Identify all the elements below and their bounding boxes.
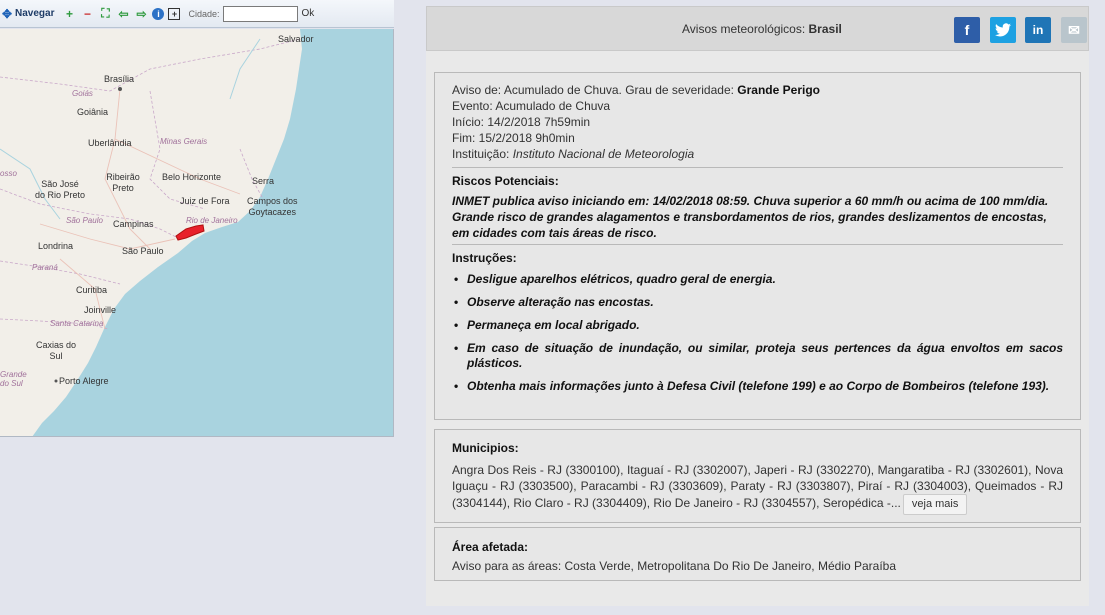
- title-prefix: Avisos meteorológicos:: [682, 22, 806, 36]
- divider: [452, 244, 1063, 245]
- city-porto-alegre: Porto Alegre: [59, 376, 109, 386]
- instituicao-prefix: Instituição:: [452, 147, 510, 161]
- instrucao-item: • Observe alteração nas encostas.: [452, 295, 1063, 310]
- alert-panel: [426, 6, 1089, 606]
- alert-details-box: [434, 72, 1081, 420]
- map-view[interactable]: [0, 29, 394, 437]
- share-linkedin-button[interactable]: [1025, 17, 1051, 43]
- state-rio-grande: Grande do Sul: [0, 370, 27, 388]
- severity-label: Grande Perigo: [737, 83, 820, 97]
- city-belo-horizonte: Belo Horizonte: [162, 172, 222, 182]
- alert-header: [426, 6, 1089, 51]
- state-minas: Minas Gerais: [160, 137, 208, 146]
- city-caxias-do-sul: Caxias do Sul: [36, 340, 77, 361]
- inicio-line: Início: 14/2/2018 7h59min: [452, 115, 591, 129]
- cidade-label: Cidade:: [188, 8, 220, 19]
- area-text: Aviso para as áreas: Costa Verde, Metropolitana Do Rio De Janeiro, Médio Paraíba: [452, 559, 897, 573]
- city-londrina: Londrina: [38, 241, 74, 251]
- share-twitter-button[interactable]: [990, 17, 1016, 43]
- city-sao-paulo: São Paulo: [122, 246, 164, 256]
- map-panel: [0, 0, 410, 615]
- full-extent-icon[interactable]: ⛶: [101, 6, 110, 20]
- share-facebook-button[interactable]: [954, 17, 980, 43]
- city-goiania: Goiânia: [77, 107, 109, 117]
- linkedin-icon: in: [1032, 23, 1044, 37]
- aviso-line: [452, 82, 1063, 98]
- title-country: Brasil: [808, 22, 842, 36]
- info-icon[interactable]: i: [152, 8, 164, 20]
- municipios-title: Municipios:: [452, 441, 519, 455]
- state-rio: Rio de Janeiro: [186, 216, 238, 225]
- alert-header-title: [682, 22, 842, 36]
- instituicao-line: [452, 146, 1063, 162]
- email-icon: ✉: [1068, 21, 1080, 38]
- city-salvador: Salvador: [278, 34, 314, 44]
- instrucoes-title: Instruções:: [452, 251, 517, 265]
- navegar-label[interactable]: Navegar: [15, 8, 55, 19]
- state-sao-paulo: São Paulo: [66, 216, 103, 225]
- city-serra: Serra: [252, 176, 275, 186]
- area-afetada-box: [434, 527, 1081, 581]
- back-icon[interactable]: ⇦: [118, 6, 129, 21]
- forward-icon[interactable]: ⇨: [136, 6, 147, 21]
- twitter-icon: [995, 23, 1011, 37]
- land-shape: [0, 29, 302, 437]
- evento-line: Evento: Acumulado de Chuva: [452, 99, 611, 113]
- fim-line: Fim: 15/2/2018 9h0min: [452, 131, 575, 145]
- instrucoes-list: [452, 272, 1063, 394]
- ok-button[interactable]: Ok: [301, 8, 315, 19]
- instrucao-item: • Obtenha mais informações junto à Defesa Civil (telefone 199) e ao Corpo de Bombeiros (telefone 193).: [452, 379, 1063, 394]
- riscos-title: Riscos Potenciais:: [452, 174, 559, 188]
- city-brasilia: Brasília: [104, 74, 135, 84]
- zoom-out-icon[interactable]: −: [83, 6, 91, 21]
- city-campinas: Campinas: [113, 219, 154, 229]
- riscos-text: INMET publica aviso iniciando em: 14/02/2018 08:59. Chuva superior a 60 mm/h ou acima de 100 mm/dia. Grande risco de grandes alagamentos e transbordamentos de rios, grandes deslizamentos de encostas, em cidades com tais áreas de risco.: [452, 194, 1049, 240]
- aviso-prefix: Aviso de: Acumulado de Chuva. Grau de severidade:: [452, 83, 734, 97]
- cidade-input[interactable]: [223, 6, 298, 22]
- divider: [452, 167, 1063, 168]
- state-osso: osso: [0, 169, 17, 178]
- state-goias: Goiás: [72, 89, 93, 98]
- instrucao-item: • Desligue aparelhos elétricos, quadro geral de energia.: [452, 272, 1063, 287]
- share-email-button[interactable]: [1061, 17, 1087, 43]
- map-toolbar: [0, 0, 394, 28]
- zoom-in-icon[interactable]: +: [65, 6, 73, 21]
- city-ribeirao-preto: Ribeirão Preto: [106, 172, 140, 193]
- municipios-box: [434, 429, 1081, 523]
- instrucao-item: • Em caso de situação de inundação, ou similar, proteja seus pertences da água envoltos em sacos plásticos.: [452, 341, 1063, 371]
- city-campos: Campos dos Goytacazes: [247, 196, 298, 217]
- city-curitiba: Curitiba: [76, 285, 108, 295]
- city-uberlandia: Uberlândia: [88, 138, 132, 148]
- state-santa-catarina: Santa Catarina: [50, 319, 104, 328]
- instituicao-name: Instituto Nacional de Meteorologia: [512, 147, 695, 161]
- grid-icon[interactable]: +: [168, 8, 180, 20]
- city-juiz-de-fora: Juiz de Fora: [180, 196, 230, 206]
- area-title: Área afetada:: [452, 540, 529, 554]
- navigate-icon[interactable]: ✥: [1, 6, 13, 21]
- municipios-list: Angra Dos Reis - RJ (3300100), Itaguaí - RJ (3302007), Japeri - RJ (3302270), Mangaratiba - RJ (3302601), Nova Iguaçu - RJ (3303500), Paracambi - RJ (3303609), Paraty - RJ (3303807), Piraí - RJ (3304003), Queimados - RJ (3304144), Rio Claro - RJ (3304409), Rio De Janeiro - RJ (3304557), Seropédica -...: [452, 463, 1063, 510]
- city-joinville: Joinville: [84, 305, 117, 315]
- instrucao-item: • Permaneça em local abrigado.: [452, 318, 1063, 333]
- facebook-icon: f: [964, 22, 970, 38]
- municipios-text: [452, 462, 1063, 515]
- city-sao-jose-rio-preto: São José do Rio Preto: [35, 179, 86, 200]
- veja-mais-button[interactable]: veja mais: [903, 494, 967, 515]
- state-parana: Paraná: [32, 263, 58, 272]
